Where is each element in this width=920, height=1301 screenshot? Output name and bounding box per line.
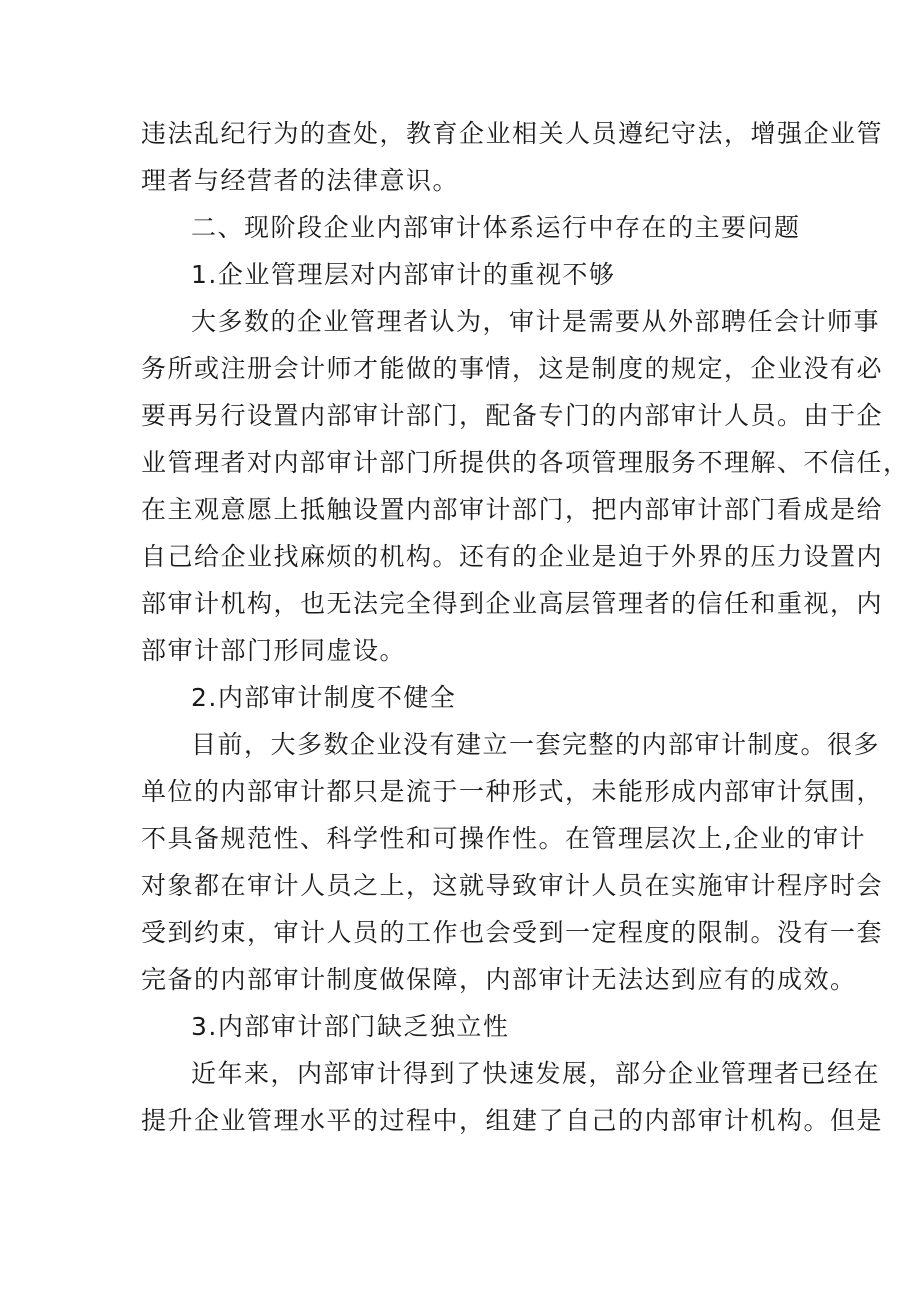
paragraph-line: 务所或注册会计师才能做的事情，这是制度的规定，企业没有必 <box>141 354 884 383</box>
paragraph-line: 近年来，内部审计得到了快速发展，部分企业管理者已经在 <box>191 1059 881 1088</box>
paragraph-line: 提升企业管理水平的过程中，组建了自己的内部审计机构。但是 <box>141 1106 884 1135</box>
subsection-heading: 3.内部审计部门缺乏独立性 <box>191 1012 510 1041</box>
section-heading: 二、现阶段企业内部审计体系运行中存在的主要问题 <box>191 213 801 242</box>
paragraph-line: 部审计机构，也无法完全得到企业高层管理者的信任和重视，内 <box>141 589 884 618</box>
paragraph-line: 业管理者对内部审计部门所提供的各项管理服务不理解、不信任， <box>141 448 910 477</box>
subsection-heading: 1.企业管理层对内部审计的重视不够 <box>191 260 616 289</box>
subsection-heading: 2.内部审计制度不健全 <box>191 683 457 712</box>
paragraph-line: 部审计部门形同虚设。 <box>141 636 407 665</box>
paragraph-line: 理者与经营者的法律意识。 <box>141 166 460 195</box>
paragraph-line: 完备的内部审计制度做保障，内部审计无法达到应有的成效。 <box>141 965 857 994</box>
paragraph-line: 自己给企业找麻烦的机构。还有的企业是迫于外界的压力设置内 <box>141 542 884 571</box>
paragraph-line: 大多数的企业管理者认为，审计是需要从外部聘任会计师事 <box>191 307 881 336</box>
paragraph-line: 受到约束，审计人员的工作也会受到一定程度的限制。没有一套 <box>141 918 884 947</box>
paragraph-line: 违法乱纪行为的查处，教育企业相关人员遵纪守法，增强企业管 <box>141 119 884 148</box>
paragraph-line: 对象都在审计人员之上，这就导致审计人员在实施审计程序时会 <box>141 871 884 900</box>
paragraph-line: 要再另行设置内部审计部门，配备专门的内部审计人员。由于企 <box>141 401 884 430</box>
paragraph-line: 不具备规范性、科学性和可操作性。在管理层次上,企业的审计 <box>141 824 866 853</box>
paragraph-line: 单位的内部审计都只是流于一种形式，未能形成内部审计氛围， <box>141 777 884 806</box>
paragraph-line: 在主观意愿上抵触设置内部审计部门，把内部审计部门看成是给 <box>141 495 884 524</box>
paragraph-line: 目前，大多数企业没有建立一套完整的内部审计制度。很多 <box>191 730 881 759</box>
